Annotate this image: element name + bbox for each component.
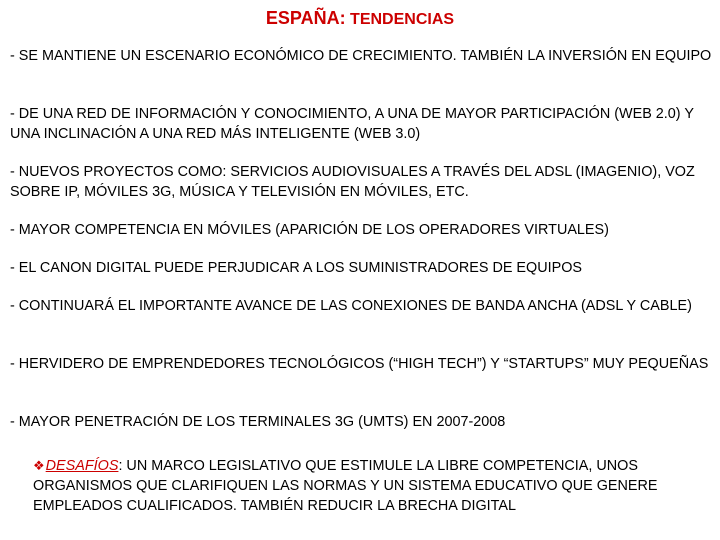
list-item: - DE UNA RED DE INFORMACIÓN Y CONOCIMIENTO, A UNA DE MAYOR PARTICIPACIÓN (WEB 2.0) Y UNA INCLINACIÓN A UNA RED MÁS INTELIGENTE (WEB 3.0) [10, 106, 694, 142]
title-main: ESPAÑA: [265, 8, 346, 28]
challenge-paragraph [33, 456, 703, 516]
challenge-text: : UN MARCO LEGISLATIVO QUE ESTIMULE LA LIBRE COMPETENCIA, UNOS ORGANISMOS QUE CLARIFIQUEN LAS NORMAS Y UN SISTEMA EDUCATIVO QUE GENERE EMPLEADOS CUALIFICADOS. TAMBIÉN REDUCIR LA BRECHA DIGITAL [33, 458, 658, 514]
diamond-bullet-icon: ❖ [33, 458, 45, 473]
list-item: - CONTINUARÁ EL IMPORTANTE AVANCE DE LAS CONEXIONES DE BANDA ANCHA (ADSL Y CABLE) [10, 298, 692, 314]
page-title [0, 8, 720, 29]
list-item: - NUEVOS PROYECTOS COMO: SERVICIOS AUDIOVISUALES A TRAVÉS DEL ADSL (IMAGENIO), VOZ SOBRE IP, MÓVILES 3G, MÚSICA Y TELEVISIÓN EN MÓVILES, ETC. [10, 164, 695, 200]
list-item: - EL CANON DIGITAL PUEDE PERJUDICAR A LOS SUMINISTRADORES DE EQUIPOS [10, 260, 583, 276]
list-item: - MAYOR COMPETENCIA EN MÓVILES (APARICIÓN DE LOS OPERADORES VIRTUALES) [10, 222, 609, 238]
list-item: - MAYOR PENETRACIÓN DE LOS TERMINALES 3G (UMTS) EN 2007-2008 [10, 414, 506, 430]
list-item: - SE MANTIENE UN ESCENARIO ECONÓMICO DE CRECIMIENTO. TAMBIÉN LA INVERSIÓN EN EQUIPO [10, 48, 712, 64]
list-item: - HERVIDERO DE EMPRENDEDORES TECNOLÓGICOS (“HIGH TECH”) Y “STARTUPS” MUY PEQUEÑAS [10, 356, 709, 372]
challenge-label: DESAFÍOS [45, 458, 119, 474]
title-sub: TENDENCIAS [345, 11, 455, 28]
